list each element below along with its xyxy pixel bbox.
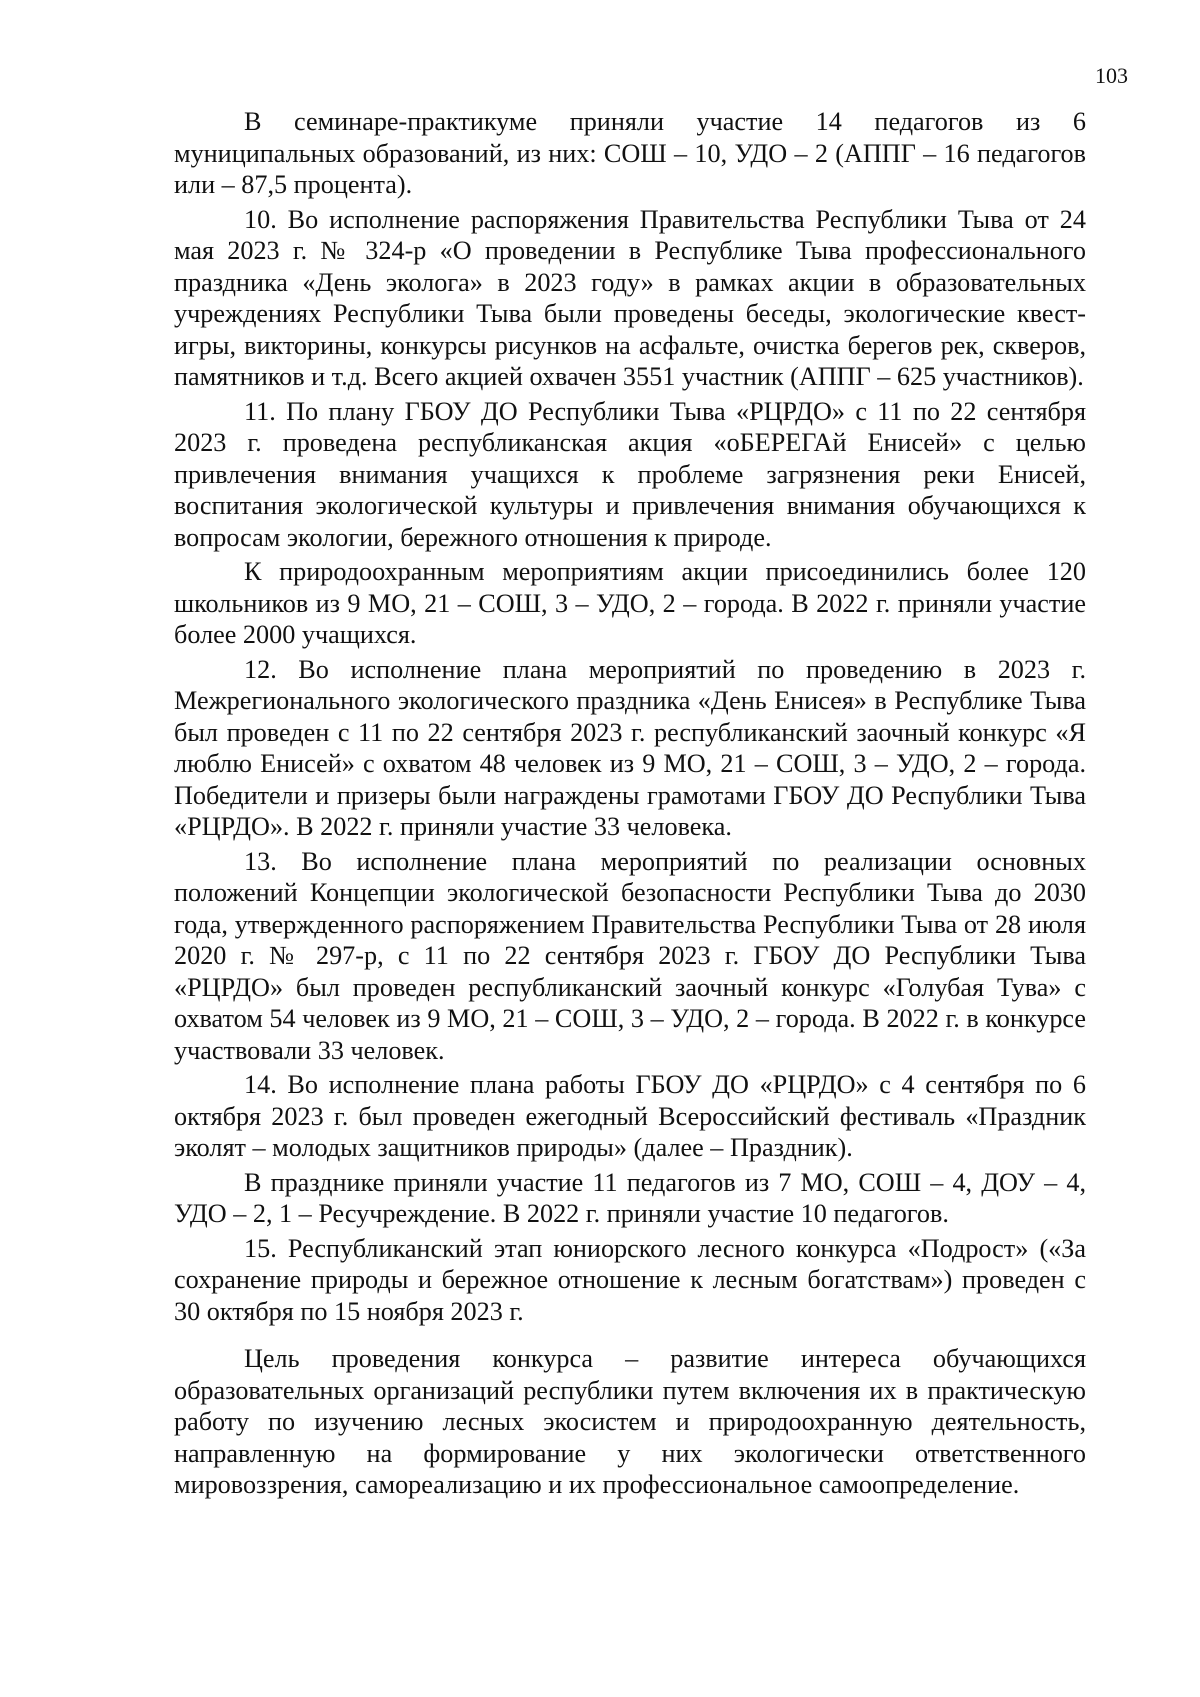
page-number: 103 [1095, 63, 1128, 88]
paragraph-festival-participants: В празднике приняли участие 11 педагогов из 7 МО, СОШ – 4, ДОУ – 4, УДО – 2, 1 – Ресучреждение. В 2022 г. приняли участие 10 педагогов. [174, 1167, 1086, 1228]
paragraph-item-10-ecologist-day: 10. Во исполнение распоряжения Правительства Республики Тыва от 24 мая 2023 г. № 324-р «О проведении в Республике Тыва профессионального праздника «День эколога» в 2023 году» в рамках акции в образовательных учреждениях Республики Тыва были проведены беседы, экологические квест-игры, викторины, конкурсы рисунков на асфальте, очистка берегов рек, скверов, памятников и т.д. Всего акцией охвачен 3551 участник (АППГ – 625 участников). [174, 204, 1086, 391]
paragraph-item-12-yenisei-day: 12. Во исполнение плана мероприятий по проведению в 2023 г. Межрегионального экологического праздника «День Енисея» в Республике Тыва был проведен с 11 по 22 сентября 2023 г. республиканский заочный конкурс «Я люблю Енисей» с охватом 48 человек из 9 МО, 21 – СОШ, 3 – УДО, 2 – города. Победители и призеры были награждены грамотами ГБОУ ДО Республики Тыва «РЦРДО». В 2022 г. приняли участие 33 человека. [174, 654, 1086, 841]
paragraph-item-15-podrost-contest: 15. Республиканский этап юниорского лесного конкурса «Подрост» («За сохранение природы и бережное отношение к лесным богатствам») проведен с 30 октября по 15 ноября 2023 г. [174, 1233, 1086, 1326]
document-body [174, 106, 1086, 1504]
paragraph-item-11-yenisei-action: 11. По плану ГБОУ ДО Республики Тыва «РЦРДО» с 11 по 22 сентября 2023 г. проведена республиканская акция «оБЕРЕГАй Енисей» с целью привлечения внимания учащихся к проблеме загрязнения реки Енисей, воспитания экологической культуры и привлечения внимания обучающихся к вопросам экологии, бережного отношения к природе. [174, 396, 1086, 552]
paragraph-seminar-participants: В семинаре-практикуме приняли участие 14 педагогов из 6 муниципальных образований, из них: СОШ – 10, УДО – 2 (АППГ – 16 педагогов или – 87,5 процента). [174, 107, 1086, 199]
paragraph-action-participants: К природоохранным мероприятиям акции присоединились более 120 школьников из 9 МО, 21 – СОШ, 3 – УДО, 2 – города. В 2022 г. приняли участие более 2000 учащихся. [174, 557, 1086, 649]
paragraph-contest-goal: Цель проведения конкурса – развитие интереса обучающихся образовательных организаций республики путем включения их в практическую работу по изучению лесных экосистем и природоохранную деятельность, направленную на формирование у них экологически ответственного мировоззрения, самореализацию и их профессиональное самоопределение. [174, 1344, 1086, 1499]
paragraph-item-13-blue-tuva: 13. Во исполнение плана мероприятий по реализации основных положений Концепции экологической безопасности Республики Тыва до 2030 года, утвержденного распоряжением Правительства Республики Тыва от 28 июля 2020 г. № 297-р, с 11 по 22 сентября 2023 г. ГБОУ ДО Республики Тыва «РЦРДО» был проведен республиканский заочный конкурс «Голубая Тува» с охватом 54 человек из 9 МО, 21 – СОШ, 3 – УДО, 2 – города. В 2022 г. в конкурсе участвовали 33 человек. [174, 846, 1086, 1065]
paragraph-item-14-eco-festival: 14. Во исполнение плана работы ГБОУ ДО «РЦРДО» с 4 сентября по 6 октября 2023 г. был проведен ежегодный Всероссийский фестиваль «Праздник эколят – молодых защитников природы» (далее – Праздник). [174, 1070, 1086, 1162]
